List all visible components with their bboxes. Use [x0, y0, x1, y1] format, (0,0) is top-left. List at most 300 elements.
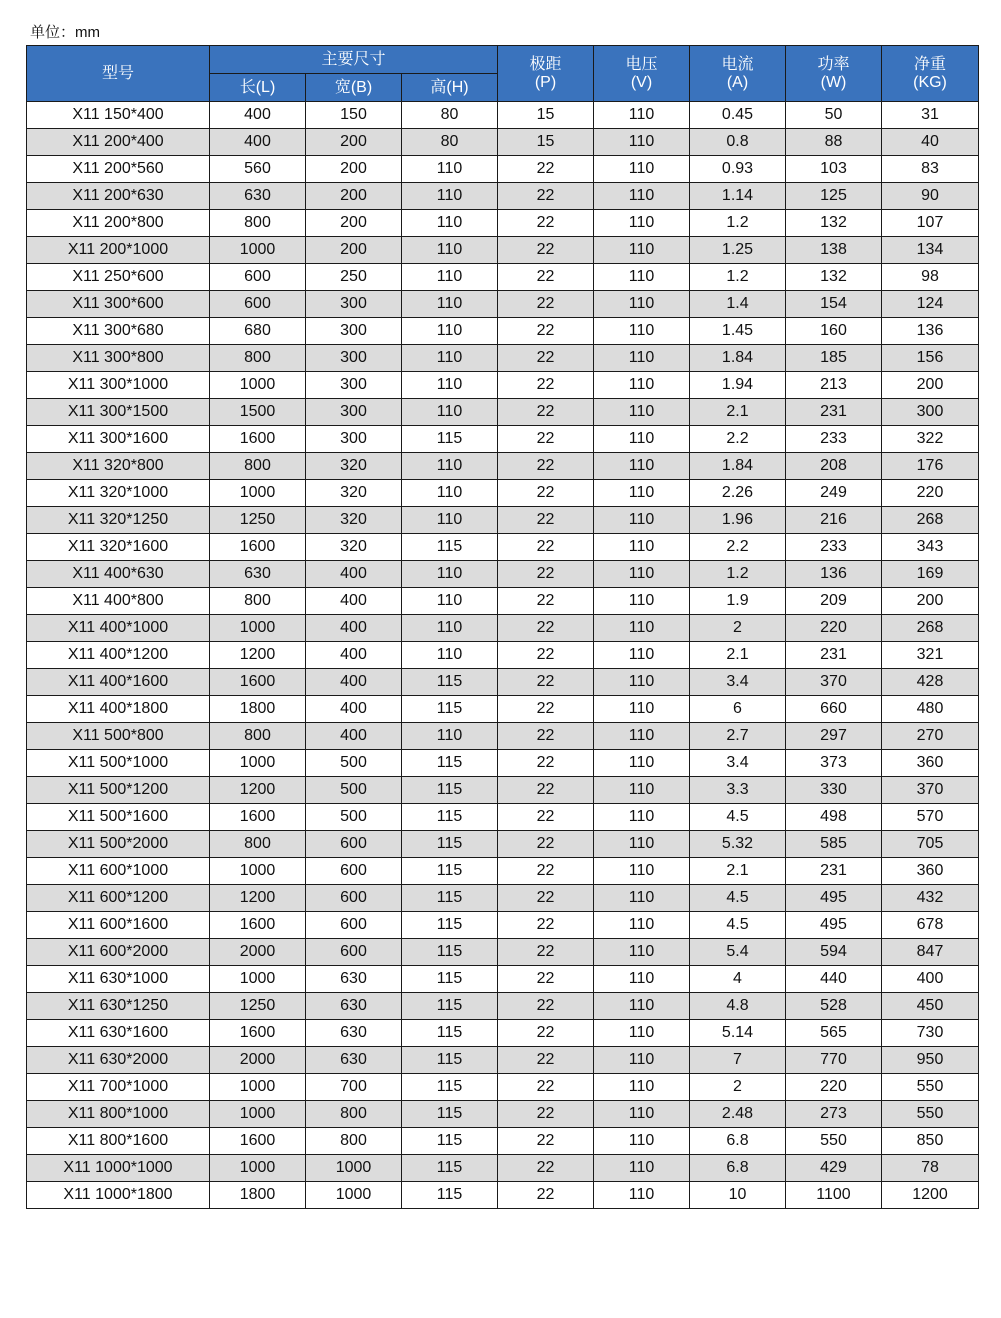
- cell-current: 6: [690, 696, 786, 723]
- cell-height: 110: [402, 372, 498, 399]
- cell-current: 1.84: [690, 453, 786, 480]
- cell-width: 600: [306, 912, 402, 939]
- cell-length: 1000: [210, 966, 306, 993]
- table-row: [27, 1020, 979, 1047]
- cell-power: 185: [786, 345, 882, 372]
- cell-current: 4.5: [690, 912, 786, 939]
- header-net-weight: [882, 46, 979, 102]
- table-row: [27, 345, 979, 372]
- cell-power: 103: [786, 156, 882, 183]
- cell-voltage: 110: [594, 453, 690, 480]
- cell-net-weight: 360: [882, 750, 979, 777]
- cell-length: 1600: [210, 804, 306, 831]
- cell-height: 115: [402, 1047, 498, 1074]
- cell-net-weight: 850: [882, 1128, 979, 1155]
- cell-power: 585: [786, 831, 882, 858]
- cell-width: 1000: [306, 1155, 402, 1182]
- cell-pole-pitch: 22: [498, 831, 594, 858]
- cell-height: 110: [402, 480, 498, 507]
- table-row: [27, 480, 979, 507]
- header-current-unit: (A): [726, 73, 749, 91]
- cell-length: 1500: [210, 399, 306, 426]
- cell-power: 373: [786, 750, 882, 777]
- cell-current: 7: [690, 1047, 786, 1074]
- cell-height: 115: [402, 777, 498, 804]
- cell-height: 115: [402, 1020, 498, 1047]
- table-row: [27, 750, 979, 777]
- cell-power: 132: [786, 264, 882, 291]
- cell-model: X11 200*1000: [27, 237, 210, 264]
- cell-pole-pitch: 22: [498, 588, 594, 615]
- header-power-unit: (W): [820, 73, 847, 91]
- cell-current: 1.45: [690, 318, 786, 345]
- table-row: [27, 885, 979, 912]
- cell-power: 528: [786, 993, 882, 1020]
- cell-voltage: 110: [594, 723, 690, 750]
- cell-voltage: 110: [594, 588, 690, 615]
- cell-power: 770: [786, 1047, 882, 1074]
- cell-voltage: 110: [594, 1074, 690, 1101]
- cell-net-weight: 268: [882, 615, 979, 642]
- cell-power: 1100: [786, 1182, 882, 1209]
- cell-power: 160: [786, 318, 882, 345]
- unit-label: 单位：mm: [30, 24, 100, 41]
- cell-current: 2: [690, 615, 786, 642]
- table-row: [27, 129, 979, 156]
- cell-voltage: 110: [594, 291, 690, 318]
- cell-length: 1250: [210, 507, 306, 534]
- cell-height: 115: [402, 966, 498, 993]
- cell-height: 115: [402, 831, 498, 858]
- cell-net-weight: 428: [882, 669, 979, 696]
- cell-width: 320: [306, 534, 402, 561]
- cell-voltage: 110: [594, 858, 690, 885]
- cell-voltage: 110: [594, 345, 690, 372]
- cell-voltage: 110: [594, 642, 690, 669]
- cell-height: 110: [402, 264, 498, 291]
- table-row: [27, 156, 979, 183]
- cell-current: 3.4: [690, 750, 786, 777]
- cell-height: 110: [402, 210, 498, 237]
- cell-pole-pitch: 22: [498, 723, 594, 750]
- cell-current: 2: [690, 1074, 786, 1101]
- table-row: [27, 723, 979, 750]
- cell-model: X11 200*560: [27, 156, 210, 183]
- table-row: [27, 615, 979, 642]
- cell-net-weight: 370: [882, 777, 979, 804]
- cell-width: 400: [306, 615, 402, 642]
- cell-pole-pitch: 22: [498, 777, 594, 804]
- cell-height: 110: [402, 237, 498, 264]
- cell-pole-pitch: 22: [498, 750, 594, 777]
- cell-length: 1200: [210, 885, 306, 912]
- header-row-1: [27, 46, 979, 74]
- cell-current: 1.14: [690, 183, 786, 210]
- cell-power: 132: [786, 210, 882, 237]
- table-row: [27, 831, 979, 858]
- cell-length: 800: [210, 345, 306, 372]
- cell-height: 110: [402, 561, 498, 588]
- cell-voltage: 110: [594, 210, 690, 237]
- cell-pole-pitch: 22: [498, 1020, 594, 1047]
- cell-power: 233: [786, 534, 882, 561]
- cell-voltage: 110: [594, 102, 690, 129]
- cell-current: 1.96: [690, 507, 786, 534]
- cell-current: 1.2: [690, 210, 786, 237]
- cell-power: 495: [786, 912, 882, 939]
- cell-model: X11 400*1200: [27, 642, 210, 669]
- cell-net-weight: 705: [882, 831, 979, 858]
- cell-length: 800: [210, 453, 306, 480]
- cell-pole-pitch: 22: [498, 642, 594, 669]
- cell-width: 800: [306, 1128, 402, 1155]
- cell-height: 80: [402, 129, 498, 156]
- cell-net-weight: 136: [882, 318, 979, 345]
- cell-voltage: 110: [594, 1101, 690, 1128]
- cell-model: X11 320*1600: [27, 534, 210, 561]
- cell-current: 4: [690, 966, 786, 993]
- cell-current: 4.5: [690, 804, 786, 831]
- cell-power: 273: [786, 1101, 882, 1128]
- cell-length: 600: [210, 291, 306, 318]
- cell-length: 800: [210, 588, 306, 615]
- cell-height: 110: [402, 507, 498, 534]
- cell-pole-pitch: 22: [498, 453, 594, 480]
- cell-current: 0.45: [690, 102, 786, 129]
- cell-model: X11 200*630: [27, 183, 210, 210]
- cell-current: 2.2: [690, 534, 786, 561]
- cell-length: 1600: [210, 1128, 306, 1155]
- cell-length: 2000: [210, 939, 306, 966]
- table-header: [27, 46, 979, 102]
- cell-pole-pitch: 22: [498, 318, 594, 345]
- cell-height: 115: [402, 912, 498, 939]
- cell-power: 565: [786, 1020, 882, 1047]
- cell-width: 300: [306, 372, 402, 399]
- cell-width: 800: [306, 1101, 402, 1128]
- cell-model: X11 800*1000: [27, 1101, 210, 1128]
- cell-net-weight: 950: [882, 1047, 979, 1074]
- header-current: [690, 46, 786, 102]
- cell-net-weight: 200: [882, 588, 979, 615]
- cell-model: X11 400*1600: [27, 669, 210, 696]
- cell-height: 110: [402, 615, 498, 642]
- table-row: [27, 1047, 979, 1074]
- cell-length: 1000: [210, 1074, 306, 1101]
- cell-current: 1.84: [690, 345, 786, 372]
- header-height: 高(H): [402, 74, 498, 102]
- header-net-weight-unit: (KG): [913, 73, 947, 91]
- cell-height: 110: [402, 453, 498, 480]
- cell-model: X11 500*2000: [27, 831, 210, 858]
- cell-width: 200: [306, 156, 402, 183]
- cell-model: X11 630*1600: [27, 1020, 210, 1047]
- cell-height: 115: [402, 750, 498, 777]
- cell-pole-pitch: 22: [498, 480, 594, 507]
- cell-length: 800: [210, 723, 306, 750]
- cell-height: 115: [402, 858, 498, 885]
- cell-width: 600: [306, 858, 402, 885]
- cell-model: X11 500*1600: [27, 804, 210, 831]
- cell-voltage: 110: [594, 696, 690, 723]
- cell-model: X11 300*1500: [27, 399, 210, 426]
- cell-voltage: 110: [594, 804, 690, 831]
- table-row: [27, 426, 979, 453]
- cell-pole-pitch: 22: [498, 372, 594, 399]
- table-row: [27, 102, 979, 129]
- cell-net-weight: 31: [882, 102, 979, 129]
- cell-current: 0.8: [690, 129, 786, 156]
- cell-model: X11 300*680: [27, 318, 210, 345]
- cell-pole-pitch: 22: [498, 1128, 594, 1155]
- cell-width: 500: [306, 777, 402, 804]
- cell-model: X11 200*400: [27, 129, 210, 156]
- cell-height: 115: [402, 1128, 498, 1155]
- table-row: [27, 858, 979, 885]
- cell-width: 630: [306, 966, 402, 993]
- cell-current: 2.1: [690, 642, 786, 669]
- cell-power: 233: [786, 426, 882, 453]
- cell-power: 154: [786, 291, 882, 318]
- cell-height: 115: [402, 426, 498, 453]
- cell-length: 1200: [210, 642, 306, 669]
- cell-width: 200: [306, 210, 402, 237]
- cell-pole-pitch: 22: [498, 1182, 594, 1209]
- cell-net-weight: 169: [882, 561, 979, 588]
- cell-pole-pitch: 22: [498, 1047, 594, 1074]
- cell-model: X11 600*1600: [27, 912, 210, 939]
- header-net-weight-label: 净重: [913, 55, 946, 73]
- table-row: [27, 1074, 979, 1101]
- cell-length: 1000: [210, 1155, 306, 1182]
- cell-length: 2000: [210, 1047, 306, 1074]
- cell-voltage: 110: [594, 993, 690, 1020]
- cell-power: 297: [786, 723, 882, 750]
- cell-height: 110: [402, 318, 498, 345]
- cell-model: X11 500*1200: [27, 777, 210, 804]
- cell-current: 3.3: [690, 777, 786, 804]
- cell-net-weight: 432: [882, 885, 979, 912]
- cell-pole-pitch: 22: [498, 507, 594, 534]
- cell-power: 495: [786, 885, 882, 912]
- cell-model: X11 400*630: [27, 561, 210, 588]
- table-row: [27, 669, 979, 696]
- cell-current: 2.26: [690, 480, 786, 507]
- cell-current: 4.8: [690, 993, 786, 1020]
- cell-width: 300: [306, 345, 402, 372]
- cell-width: 250: [306, 264, 402, 291]
- cell-pole-pitch: 22: [498, 939, 594, 966]
- cell-voltage: 110: [594, 534, 690, 561]
- cell-pole-pitch: 22: [498, 561, 594, 588]
- header-voltage-unit: (V): [630, 73, 653, 91]
- cell-model: X11 1000*1800: [27, 1182, 210, 1209]
- cell-net-weight: 480: [882, 696, 979, 723]
- cell-voltage: 110: [594, 1047, 690, 1074]
- cell-pole-pitch: 15: [498, 102, 594, 129]
- cell-net-weight: 847: [882, 939, 979, 966]
- cell-voltage: 110: [594, 183, 690, 210]
- cell-net-weight: 360: [882, 858, 979, 885]
- header-power-label: 功率: [817, 55, 850, 73]
- cell-power: 330: [786, 777, 882, 804]
- table-body: [27, 102, 979, 1209]
- cell-model: X11 300*600: [27, 291, 210, 318]
- table-row: [27, 1182, 979, 1209]
- header-pole-pitch: [498, 46, 594, 102]
- cell-width: 200: [306, 183, 402, 210]
- cell-voltage: 110: [594, 885, 690, 912]
- cell-net-weight: 400: [882, 966, 979, 993]
- cell-height: 110: [402, 183, 498, 210]
- cell-width: 630: [306, 993, 402, 1020]
- cell-net-weight: 300: [882, 399, 979, 426]
- spec-table: [26, 45, 979, 1209]
- table-row: [27, 939, 979, 966]
- cell-length: 1800: [210, 696, 306, 723]
- cell-current: 6.8: [690, 1155, 786, 1182]
- cell-length: 1000: [210, 372, 306, 399]
- cell-power: 550: [786, 1128, 882, 1155]
- header-model: 型号: [27, 46, 210, 102]
- table-row: [27, 1155, 979, 1182]
- cell-width: 150: [306, 102, 402, 129]
- cell-voltage: 110: [594, 615, 690, 642]
- cell-pole-pitch: 22: [498, 804, 594, 831]
- table-row: [27, 561, 979, 588]
- cell-width: 400: [306, 588, 402, 615]
- cell-power: 208: [786, 453, 882, 480]
- cell-width: 300: [306, 426, 402, 453]
- cell-height: 115: [402, 1074, 498, 1101]
- table-row: [27, 237, 979, 264]
- cell-voltage: 110: [594, 831, 690, 858]
- cell-net-weight: 570: [882, 804, 979, 831]
- cell-net-weight: 83: [882, 156, 979, 183]
- cell-model: X11 400*1000: [27, 615, 210, 642]
- cell-width: 200: [306, 129, 402, 156]
- cell-net-weight: 321: [882, 642, 979, 669]
- cell-width: 600: [306, 831, 402, 858]
- header-voltage-label: 电压: [625, 55, 658, 73]
- cell-voltage: 110: [594, 750, 690, 777]
- cell-current: 5.4: [690, 939, 786, 966]
- table-row: [27, 588, 979, 615]
- table-row: [27, 210, 979, 237]
- cell-power: 138: [786, 237, 882, 264]
- cell-voltage: 110: [594, 912, 690, 939]
- cell-current: 3.4: [690, 669, 786, 696]
- cell-net-weight: 200: [882, 372, 979, 399]
- cell-current: 1.2: [690, 561, 786, 588]
- cell-length: 1800: [210, 1182, 306, 1209]
- cell-voltage: 110: [594, 939, 690, 966]
- header-power: [786, 46, 882, 102]
- table-row: [27, 804, 979, 831]
- header-voltage: [594, 46, 690, 102]
- cell-height: 115: [402, 993, 498, 1020]
- table-row: [27, 453, 979, 480]
- cell-height: 115: [402, 696, 498, 723]
- cell-model: X11 300*1600: [27, 426, 210, 453]
- cell-power: 136: [786, 561, 882, 588]
- cell-length: 1000: [210, 237, 306, 264]
- cell-net-weight: 1200: [882, 1182, 979, 1209]
- cell-pole-pitch: 22: [498, 156, 594, 183]
- cell-height: 115: [402, 534, 498, 561]
- cell-width: 300: [306, 291, 402, 318]
- cell-current: 5.32: [690, 831, 786, 858]
- cell-width: 320: [306, 480, 402, 507]
- cell-pole-pitch: 22: [498, 534, 594, 561]
- cell-net-weight: 40: [882, 129, 979, 156]
- cell-power: 125: [786, 183, 882, 210]
- cell-voltage: 110: [594, 507, 690, 534]
- cell-model: X11 630*2000: [27, 1047, 210, 1074]
- cell-model: X11 500*800: [27, 723, 210, 750]
- cell-length: 1600: [210, 1020, 306, 1047]
- cell-power: 249: [786, 480, 882, 507]
- cell-net-weight: 268: [882, 507, 979, 534]
- cell-pole-pitch: 22: [498, 1101, 594, 1128]
- cell-net-weight: 156: [882, 345, 979, 372]
- cell-pole-pitch: 22: [498, 669, 594, 696]
- cell-width: 500: [306, 750, 402, 777]
- cell-pole-pitch: 22: [498, 237, 594, 264]
- cell-length: 1000: [210, 750, 306, 777]
- cell-width: 1000: [306, 1182, 402, 1209]
- header-pole-pitch-unit: (P): [534, 73, 557, 91]
- cell-pole-pitch: 22: [498, 1074, 594, 1101]
- table-row: [27, 1128, 979, 1155]
- header-pole-pitch-label: 极距: [529, 55, 562, 73]
- cell-net-weight: 220: [882, 480, 979, 507]
- cell-length: 1600: [210, 669, 306, 696]
- cell-voltage: 110: [594, 966, 690, 993]
- cell-height: 110: [402, 642, 498, 669]
- header-main-size: 主要尺寸: [210, 46, 498, 74]
- cell-height: 110: [402, 291, 498, 318]
- cell-pole-pitch: 22: [498, 399, 594, 426]
- cell-power: 220: [786, 1074, 882, 1101]
- cell-voltage: 110: [594, 129, 690, 156]
- cell-model: X11 600*1000: [27, 858, 210, 885]
- cell-width: 200: [306, 237, 402, 264]
- cell-model: X11 150*400: [27, 102, 210, 129]
- cell-current: 1.9: [690, 588, 786, 615]
- cell-width: 400: [306, 561, 402, 588]
- cell-pole-pitch: 22: [498, 966, 594, 993]
- cell-height: 115: [402, 885, 498, 912]
- cell-pole-pitch: 22: [498, 183, 594, 210]
- cell-voltage: 110: [594, 372, 690, 399]
- cell-current: 2.1: [690, 399, 786, 426]
- cell-voltage: 110: [594, 561, 690, 588]
- table-row: [27, 777, 979, 804]
- cell-width: 300: [306, 399, 402, 426]
- cell-pole-pitch: 22: [498, 615, 594, 642]
- cell-width: 400: [306, 642, 402, 669]
- cell-width: 400: [306, 723, 402, 750]
- cell-length: 1600: [210, 534, 306, 561]
- cell-current: 1.25: [690, 237, 786, 264]
- cell-height: 115: [402, 669, 498, 696]
- cell-current: 10: [690, 1182, 786, 1209]
- cell-length: 600: [210, 264, 306, 291]
- cell-model: X11 400*1800: [27, 696, 210, 723]
- cell-net-weight: 730: [882, 1020, 979, 1047]
- cell-pole-pitch: 22: [498, 264, 594, 291]
